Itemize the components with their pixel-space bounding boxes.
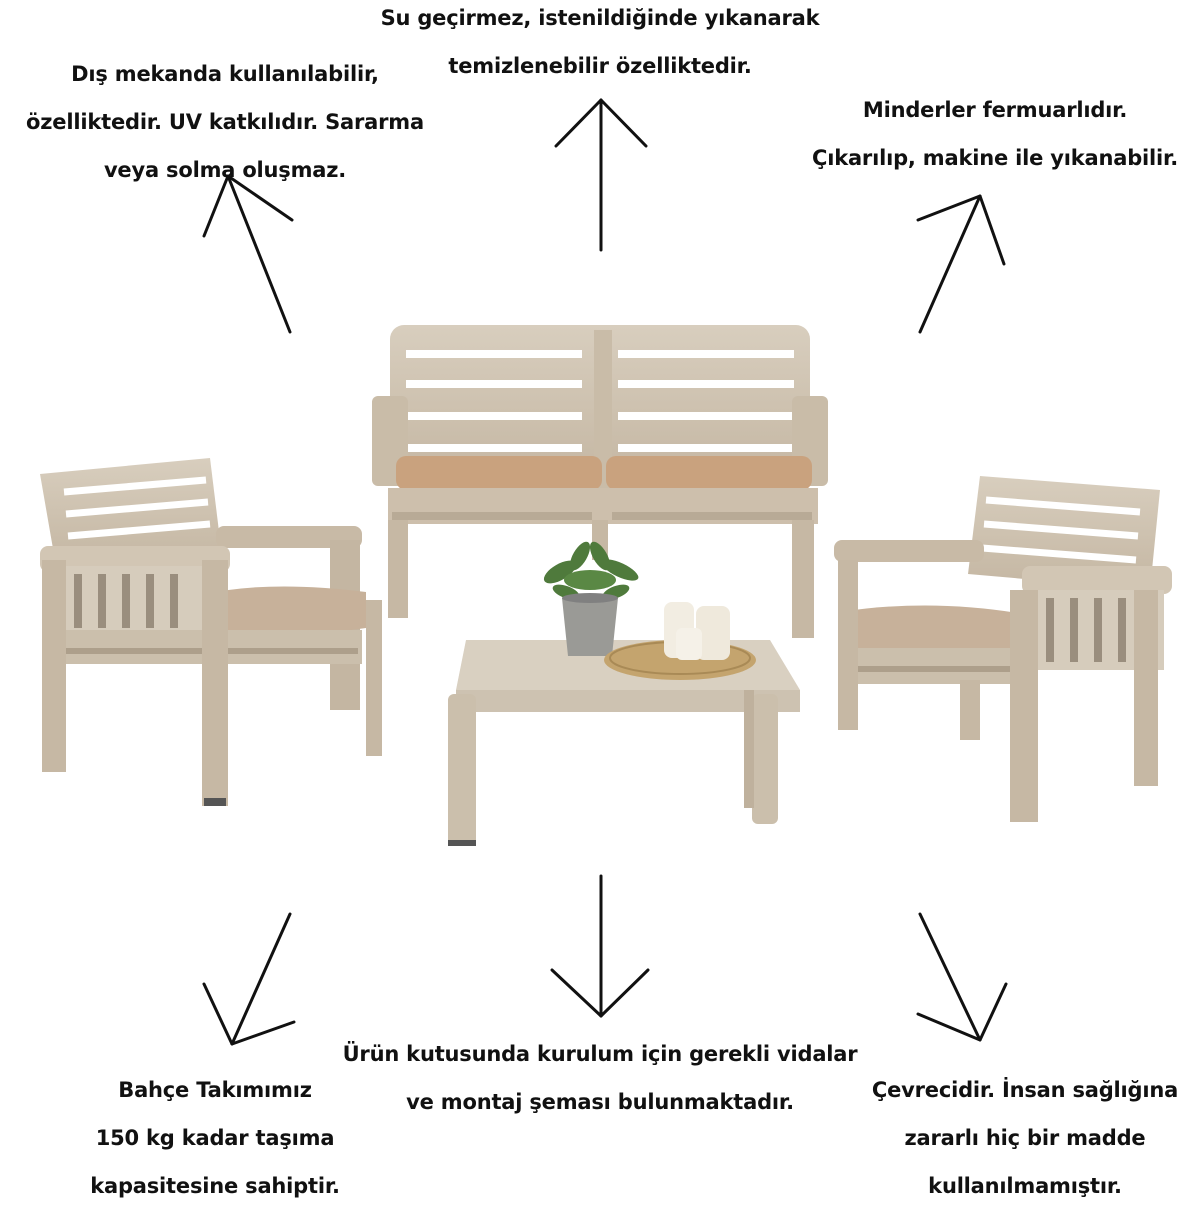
left-armchair <box>40 458 382 806</box>
caption-line: 150 kg kadar taşıma <box>95 1126 335 1150</box>
caption-line: Çıkarılıp, makine ile yıkanabilir. <box>811 146 1178 170</box>
right-armchair <box>834 476 1172 822</box>
bench <box>372 325 828 638</box>
caption-line: özelliktedir. UV katkılıdır. Sararma <box>26 110 424 134</box>
caption-line: Çevrecidir. İnsan sağlığına <box>871 1078 1179 1102</box>
caption-line: Minderler fermuarlıdır. <box>862 98 1128 122</box>
caption-line: kullanılmamıştır. <box>928 1174 1122 1198</box>
caption-line: zararlı hiç bir madde <box>904 1126 1146 1150</box>
caption-line: Dış mekanda kullanılabilir, <box>71 62 379 86</box>
caption-line: veya solma oluşmaz. <box>103 158 347 182</box>
caption-line: kapasitesine sahiptir. <box>90 1174 340 1198</box>
plant-pot <box>540 539 641 656</box>
caption-line: ve montaj şeması bulunmaktadır. <box>406 1090 794 1114</box>
caption-line: temizlenebilir özelliktedir. <box>448 54 752 78</box>
caption-line: Ürün kutusunda kurulum için gerekli vidalar <box>342 1042 858 1066</box>
caption-line: Bahçe Takımımız <box>118 1078 312 1102</box>
caption-line: Su geçirmez, istenildiğinde yıkanarak <box>380 6 820 30</box>
